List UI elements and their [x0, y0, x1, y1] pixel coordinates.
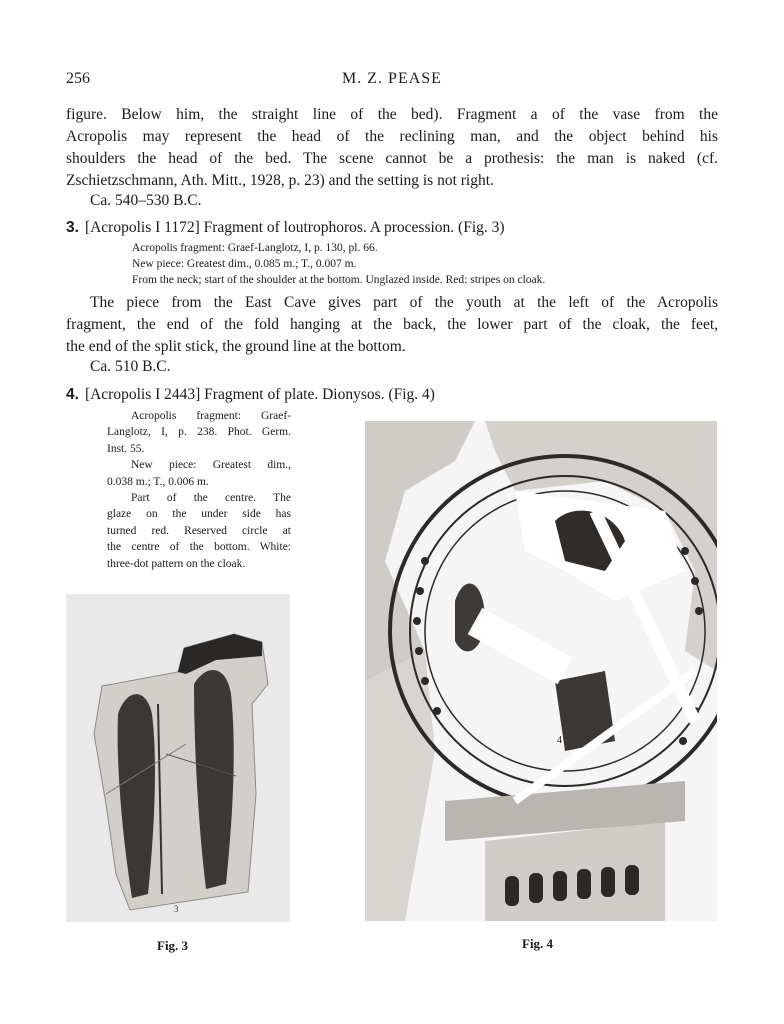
entry-3-number: 3.: [66, 219, 79, 236]
figure-4-label: 4: [557, 735, 562, 746]
intro-line: figure. Below him, the straight line of the bed). Fragment a of the vase from the: [66, 106, 718, 123]
intro-paragraph: [66, 104, 718, 192]
entry-4-number: 4.: [66, 386, 79, 403]
detail-line: New piece: Greatest dim., 0.085 m.; T., 0.007 m.: [132, 258, 357, 270]
entry-3-date: Ca. 510 B.C.: [90, 358, 171, 375]
figure-4-photo: [365, 421, 717, 921]
entry-4-heading: [66, 386, 435, 404]
intro-date: Ca. 540–530 B.C.: [90, 192, 202, 209]
entry-3-line: fragment, the end of the fold hanging at the back, the lower part of the cloak, the feet,: [66, 316, 718, 333]
page-number: 256: [66, 70, 90, 87]
running-head-author: M. Z. PEASE: [342, 70, 442, 87]
intro-line: Acropolis may represent the head of the reclining man, and the object behind his: [66, 128, 718, 145]
intro-line: Zschietzschmann, Ath. Mitt., 1928, p. 23) and the setting is not right.: [66, 172, 494, 189]
detail-line: 0.038 m.; T., 0.006 m.: [107, 475, 209, 488]
detail-line: Acropolis fragment: Graef-: [131, 410, 291, 422]
entry-3-paragraph: [66, 292, 718, 358]
running-head: [66, 70, 718, 92]
entry-3-title: [Acropolis I 1172] Fragment of loutrophoros. A procession. (Fig. 3): [84, 219, 505, 236]
detail-line: New piece: Greatest dim.,: [131, 459, 291, 472]
detail-line: three-dot pattern on the cloak.: [107, 557, 246, 570]
entry-4-details: [107, 408, 291, 572]
detail-line: Inst. 55.: [107, 442, 145, 455]
figure-3-photo: [66, 594, 290, 922]
figure-3-caption: Fig. 3: [157, 938, 189, 953]
entry-3-details: [132, 240, 720, 288]
detail-line: From the neck; start of the shoulder at the bottom. Unglazed inside. Red: stripes on cloak.: [132, 274, 546, 286]
entry-3-line: the end of the split stick, the ground line at the bottom.: [66, 338, 406, 355]
detail-line: Acropolis fragment: Graef-Langlotz, I, p. 130, pl. 66.: [132, 242, 378, 254]
figure-3-label: 3: [174, 904, 179, 914]
entry-3-line: The piece from the East Cave gives part of the youth at the left of the Acropolis: [90, 294, 718, 311]
entry-3-heading: [66, 219, 505, 237]
entry-4-title: [Acropolis I 2443] Fragment of plate. Dionysos. (Fig. 4): [84, 386, 435, 403]
detail-line: turned red. Reserved circle at: [107, 524, 291, 537]
detail-line: glaze on the under side has: [107, 508, 291, 521]
intro-line: shoulders the head of the bed. The scene cannot be a prothesis: the man is naked (cf.: [66, 150, 718, 167]
detail-line: Part of the centre. The: [131, 492, 291, 505]
detail-line: the centre of the bottom. White:: [107, 541, 291, 554]
figure-4-caption: Fig. 4: [522, 936, 554, 951]
detail-line: Langlotz, I, p. 238. Phot. Germ.: [107, 426, 291, 439]
